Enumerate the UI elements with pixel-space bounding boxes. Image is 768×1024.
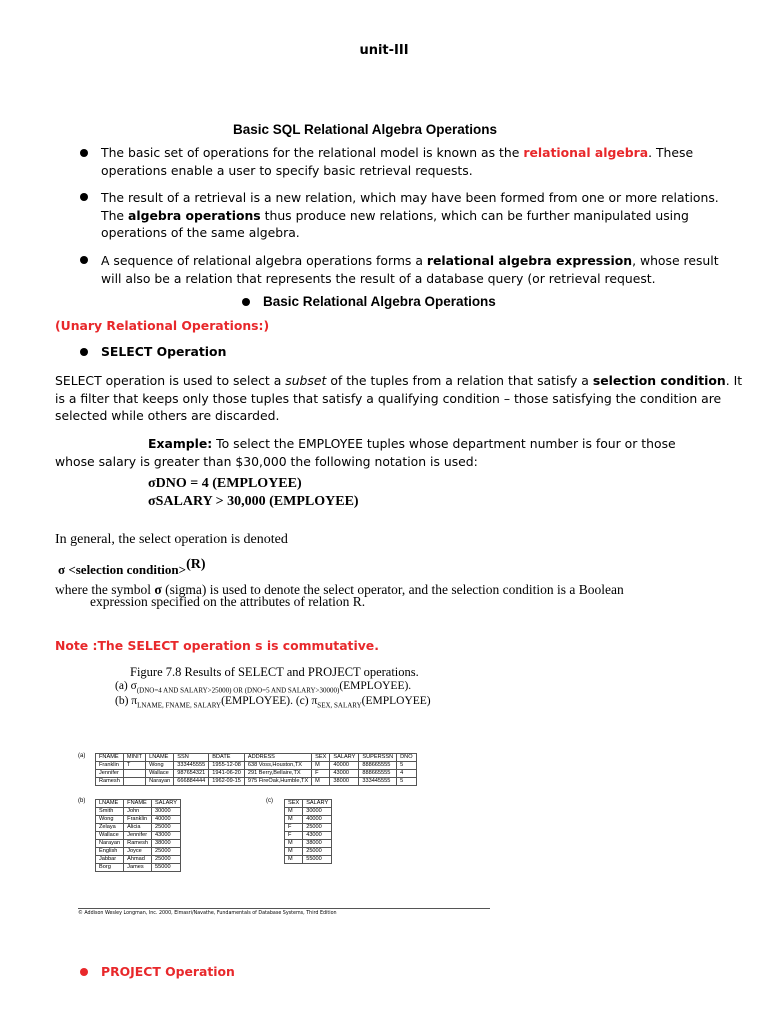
table-cell: 987654321 bbox=[174, 770, 209, 778]
table-cell: Wong bbox=[96, 816, 124, 824]
table-cell: 40000 bbox=[303, 816, 332, 824]
table-cell: Narayan bbox=[96, 840, 124, 848]
table-cell: 25000 bbox=[152, 856, 181, 864]
table-cell: 638 Voss,Houston,TX bbox=[244, 762, 311, 770]
select-paragraph: SELECT operation is used to select a subset of the tuples from a relation that satisfy a selection condition. It is a filter that keeps only those tuples that satisfy a qualifying condition – those satisfying the condition are selected while others are discarded. bbox=[55, 373, 743, 423]
bullet-icon bbox=[242, 298, 250, 306]
table-row bbox=[285, 824, 332, 832]
table-cell: 55000 bbox=[152, 864, 181, 872]
general-text: In general, the select operation is denoted bbox=[55, 532, 288, 547]
figure-sub-a: (a) $\sigma_{(DNO=4 AND SALARY>25000) OR (DNO=5 AND SALARY>30000)}(EMPLOYEE)$. bbox=[115, 680, 412, 695]
copyright-text: © Addison Wesley Longman, Inc. 2000, Elmasri/Navathe, Fundamentals of Database Systems, Third Edition bbox=[78, 911, 337, 916]
sigma-symbol: σ bbox=[58, 562, 66, 577]
table-cell: Zelaya bbox=[96, 824, 124, 832]
table-cell: John bbox=[124, 808, 152, 816]
table-row bbox=[96, 832, 181, 840]
table-row bbox=[285, 816, 332, 824]
table-cell: M bbox=[285, 840, 303, 848]
table-b-label: (b) bbox=[78, 798, 86, 804]
table-row bbox=[285, 848, 332, 856]
table-cell: 1955-12-08 bbox=[209, 762, 245, 770]
figure-sub-b: (b) $\pi_{LNAME, FNAME, SALARY}(EMPLOYEE)$. (c) $\pi_{SEX, SALARY}(EMPLOYEE)$ bbox=[115, 695, 431, 710]
note-text: Note :The SELECT operation s is commutative. bbox=[55, 638, 379, 653]
table-header-cell: FNAME bbox=[96, 754, 124, 762]
table-cell: Franklin bbox=[124, 816, 152, 824]
table-cell: 291 Berry,Bellaire,TX bbox=[244, 770, 311, 778]
table-cell: 38000 bbox=[330, 778, 359, 786]
bullet-icon bbox=[80, 348, 88, 356]
table-header-cell: SALARY bbox=[303, 800, 332, 808]
equation-2: σSALARY > 30,000 (EMPLOYEE) bbox=[148, 494, 359, 509]
bullet-icon bbox=[80, 968, 88, 976]
table-cell: Joyce bbox=[124, 848, 152, 856]
page-header: unit-III bbox=[359, 43, 409, 58]
table-row bbox=[96, 816, 181, 824]
table-cell: Smith bbox=[96, 808, 124, 816]
table-cell: Wallace bbox=[96, 832, 124, 840]
bullet-icon bbox=[80, 193, 88, 201]
table-header-cell: SALARY bbox=[152, 800, 181, 808]
table-row bbox=[285, 832, 332, 840]
bullet-icon bbox=[80, 256, 88, 264]
table-cell: Wallace bbox=[146, 770, 174, 778]
table-cell: M bbox=[285, 856, 303, 864]
table-row bbox=[96, 762, 417, 770]
bullet-text-3: A sequence of relational algebra operations forms a relational algebra expression, whose result will also be a relation that represents the result of a database query (or retrieval request. bbox=[101, 253, 719, 286]
table-header-cell: BDATE bbox=[209, 754, 245, 762]
table-a-label: (a) bbox=[78, 753, 86, 759]
table-header-cell: SUPERSSN bbox=[359, 754, 397, 762]
table-cell: M bbox=[312, 762, 330, 770]
table-b bbox=[95, 799, 181, 872]
table-cell: 25000 bbox=[303, 824, 332, 832]
table-header-cell: SEX bbox=[285, 800, 303, 808]
unary-heading: (Unary Relational Operations:) bbox=[55, 318, 270, 333]
table-row bbox=[96, 824, 181, 832]
table-cell: 4 bbox=[397, 770, 416, 778]
table-header-row bbox=[285, 800, 332, 808]
figure-caption: Figure 7.8 Results of SELECT and PROJECT operations. bbox=[130, 665, 419, 679]
table-a bbox=[95, 753, 417, 786]
table-cell: 43000 bbox=[303, 832, 332, 840]
table-cell: Ramesh bbox=[96, 778, 124, 786]
bullet-text-1: The basic set of operations for the relational model is known as the relational algebra. These operations enable a user to specify basic retrieval requests. bbox=[101, 145, 694, 178]
table-header-cell: SEX bbox=[312, 754, 330, 762]
table-cell: Ahmad bbox=[124, 856, 152, 864]
table-cell: 25000 bbox=[303, 848, 332, 856]
table-cell: 55000 bbox=[303, 856, 332, 864]
table-cell: 38000 bbox=[152, 840, 181, 848]
table-cell: T bbox=[123, 762, 145, 770]
table-row bbox=[96, 770, 417, 778]
table-cell: English bbox=[96, 848, 124, 856]
table-cell: Narayan bbox=[146, 778, 174, 786]
table-c bbox=[284, 799, 332, 864]
table-cell: F bbox=[285, 832, 303, 840]
table-cell: 25000 bbox=[152, 848, 181, 856]
equation-1: σDNO = 4 (EMPLOYEE) bbox=[148, 476, 302, 491]
table-cell: 40000 bbox=[152, 816, 181, 824]
table-cell: Wong bbox=[146, 762, 174, 770]
table-cell: 333445555 bbox=[174, 762, 209, 770]
bullet-text-2: The result of a retrieval is a new relation, which may have been formed from one or more relations. The algebra operations thus produce new relations, which can be further manipulated using operations of the same algebra. bbox=[101, 190, 719, 240]
table-cell: Alicia bbox=[124, 824, 152, 832]
select-heading: SELECT Operation bbox=[101, 344, 227, 359]
table-cell bbox=[123, 770, 145, 778]
table-cell: 888665555 bbox=[359, 770, 397, 778]
table-row bbox=[285, 840, 332, 848]
table-cell: 888665555 bbox=[359, 762, 397, 770]
table-cell: M bbox=[312, 778, 330, 786]
table-cell: 30000 bbox=[303, 808, 332, 816]
table-header-cell: LNAME bbox=[96, 800, 124, 808]
table-header-cell: DNO bbox=[397, 754, 416, 762]
table-cell: Jennifer bbox=[124, 832, 152, 840]
subheading: Basic Relational Algebra Operations bbox=[263, 294, 496, 309]
table-cell: F bbox=[285, 824, 303, 832]
bullet-icon bbox=[80, 149, 88, 157]
table-cell: Borg bbox=[96, 864, 124, 872]
table-header-cell: SALARY bbox=[330, 754, 359, 762]
table-cell: 43000 bbox=[330, 770, 359, 778]
table-cell: M bbox=[285, 848, 303, 856]
table-row bbox=[96, 840, 181, 848]
table-cell: Jabbar bbox=[96, 856, 124, 864]
table-cell: 5 bbox=[397, 762, 416, 770]
table-header-cell: ADDRESS bbox=[244, 754, 311, 762]
table-cell: 40000 bbox=[330, 762, 359, 770]
table-row bbox=[285, 808, 332, 816]
table-row bbox=[96, 864, 181, 872]
table-row bbox=[96, 848, 181, 856]
example-paragraph: Example: To select the EMPLOYEE tuples whose department number is four or those whose salary is greater than $30,000 the following notation is used: bbox=[55, 436, 676, 469]
table-row bbox=[96, 856, 181, 864]
table-cell: 5 bbox=[397, 778, 416, 786]
table-cell: James bbox=[124, 864, 152, 872]
table-header-cell: FNAME bbox=[124, 800, 152, 808]
figure-7-8 bbox=[68, 658, 508, 920]
table-cell: F bbox=[312, 770, 330, 778]
table-header-cell: LNAME bbox=[146, 754, 174, 762]
table-cell: M bbox=[285, 808, 303, 816]
table-row bbox=[96, 778, 417, 786]
table-cell: 333445555 bbox=[359, 778, 397, 786]
table-cell: Jennifer bbox=[96, 770, 124, 778]
table-cell: Franklin bbox=[96, 762, 124, 770]
project-heading: PROJECT Operation bbox=[101, 964, 235, 979]
table-cell: 38000 bbox=[303, 840, 332, 848]
table-cell: 975 FireOak,Humble,TX bbox=[244, 778, 311, 786]
table-header-row bbox=[96, 800, 181, 808]
table-row bbox=[96, 808, 181, 816]
section-title: Basic SQL Relational Algebra Operations bbox=[232, 122, 498, 137]
table-c-label: (c) bbox=[266, 798, 273, 804]
table-cell: M bbox=[285, 816, 303, 824]
table-header-row bbox=[96, 754, 417, 762]
table-header-cell: SSN bbox=[174, 754, 209, 762]
table-cell: Ramesh bbox=[124, 840, 152, 848]
divider bbox=[78, 908, 490, 909]
table-row bbox=[285, 856, 332, 864]
table-cell: 1941-06-20 bbox=[209, 770, 245, 778]
table-cell: 666884444 bbox=[174, 778, 209, 786]
table-cell: 43000 bbox=[152, 832, 181, 840]
selection-notation: σ <selection condition>(R) bbox=[58, 557, 206, 577]
where-paragraph: where the symbol σ (sigma) is used to denote the select operator, and the selection condition is a Boolean expression specified on the attributes of relation R. bbox=[55, 582, 624, 609]
table-cell bbox=[123, 778, 145, 786]
table-cell: 1962-09-15 bbox=[209, 778, 245, 786]
table-header-cell: MINIT bbox=[123, 754, 145, 762]
table-cell: 25000 bbox=[152, 824, 181, 832]
table-cell: 30000 bbox=[152, 808, 181, 816]
